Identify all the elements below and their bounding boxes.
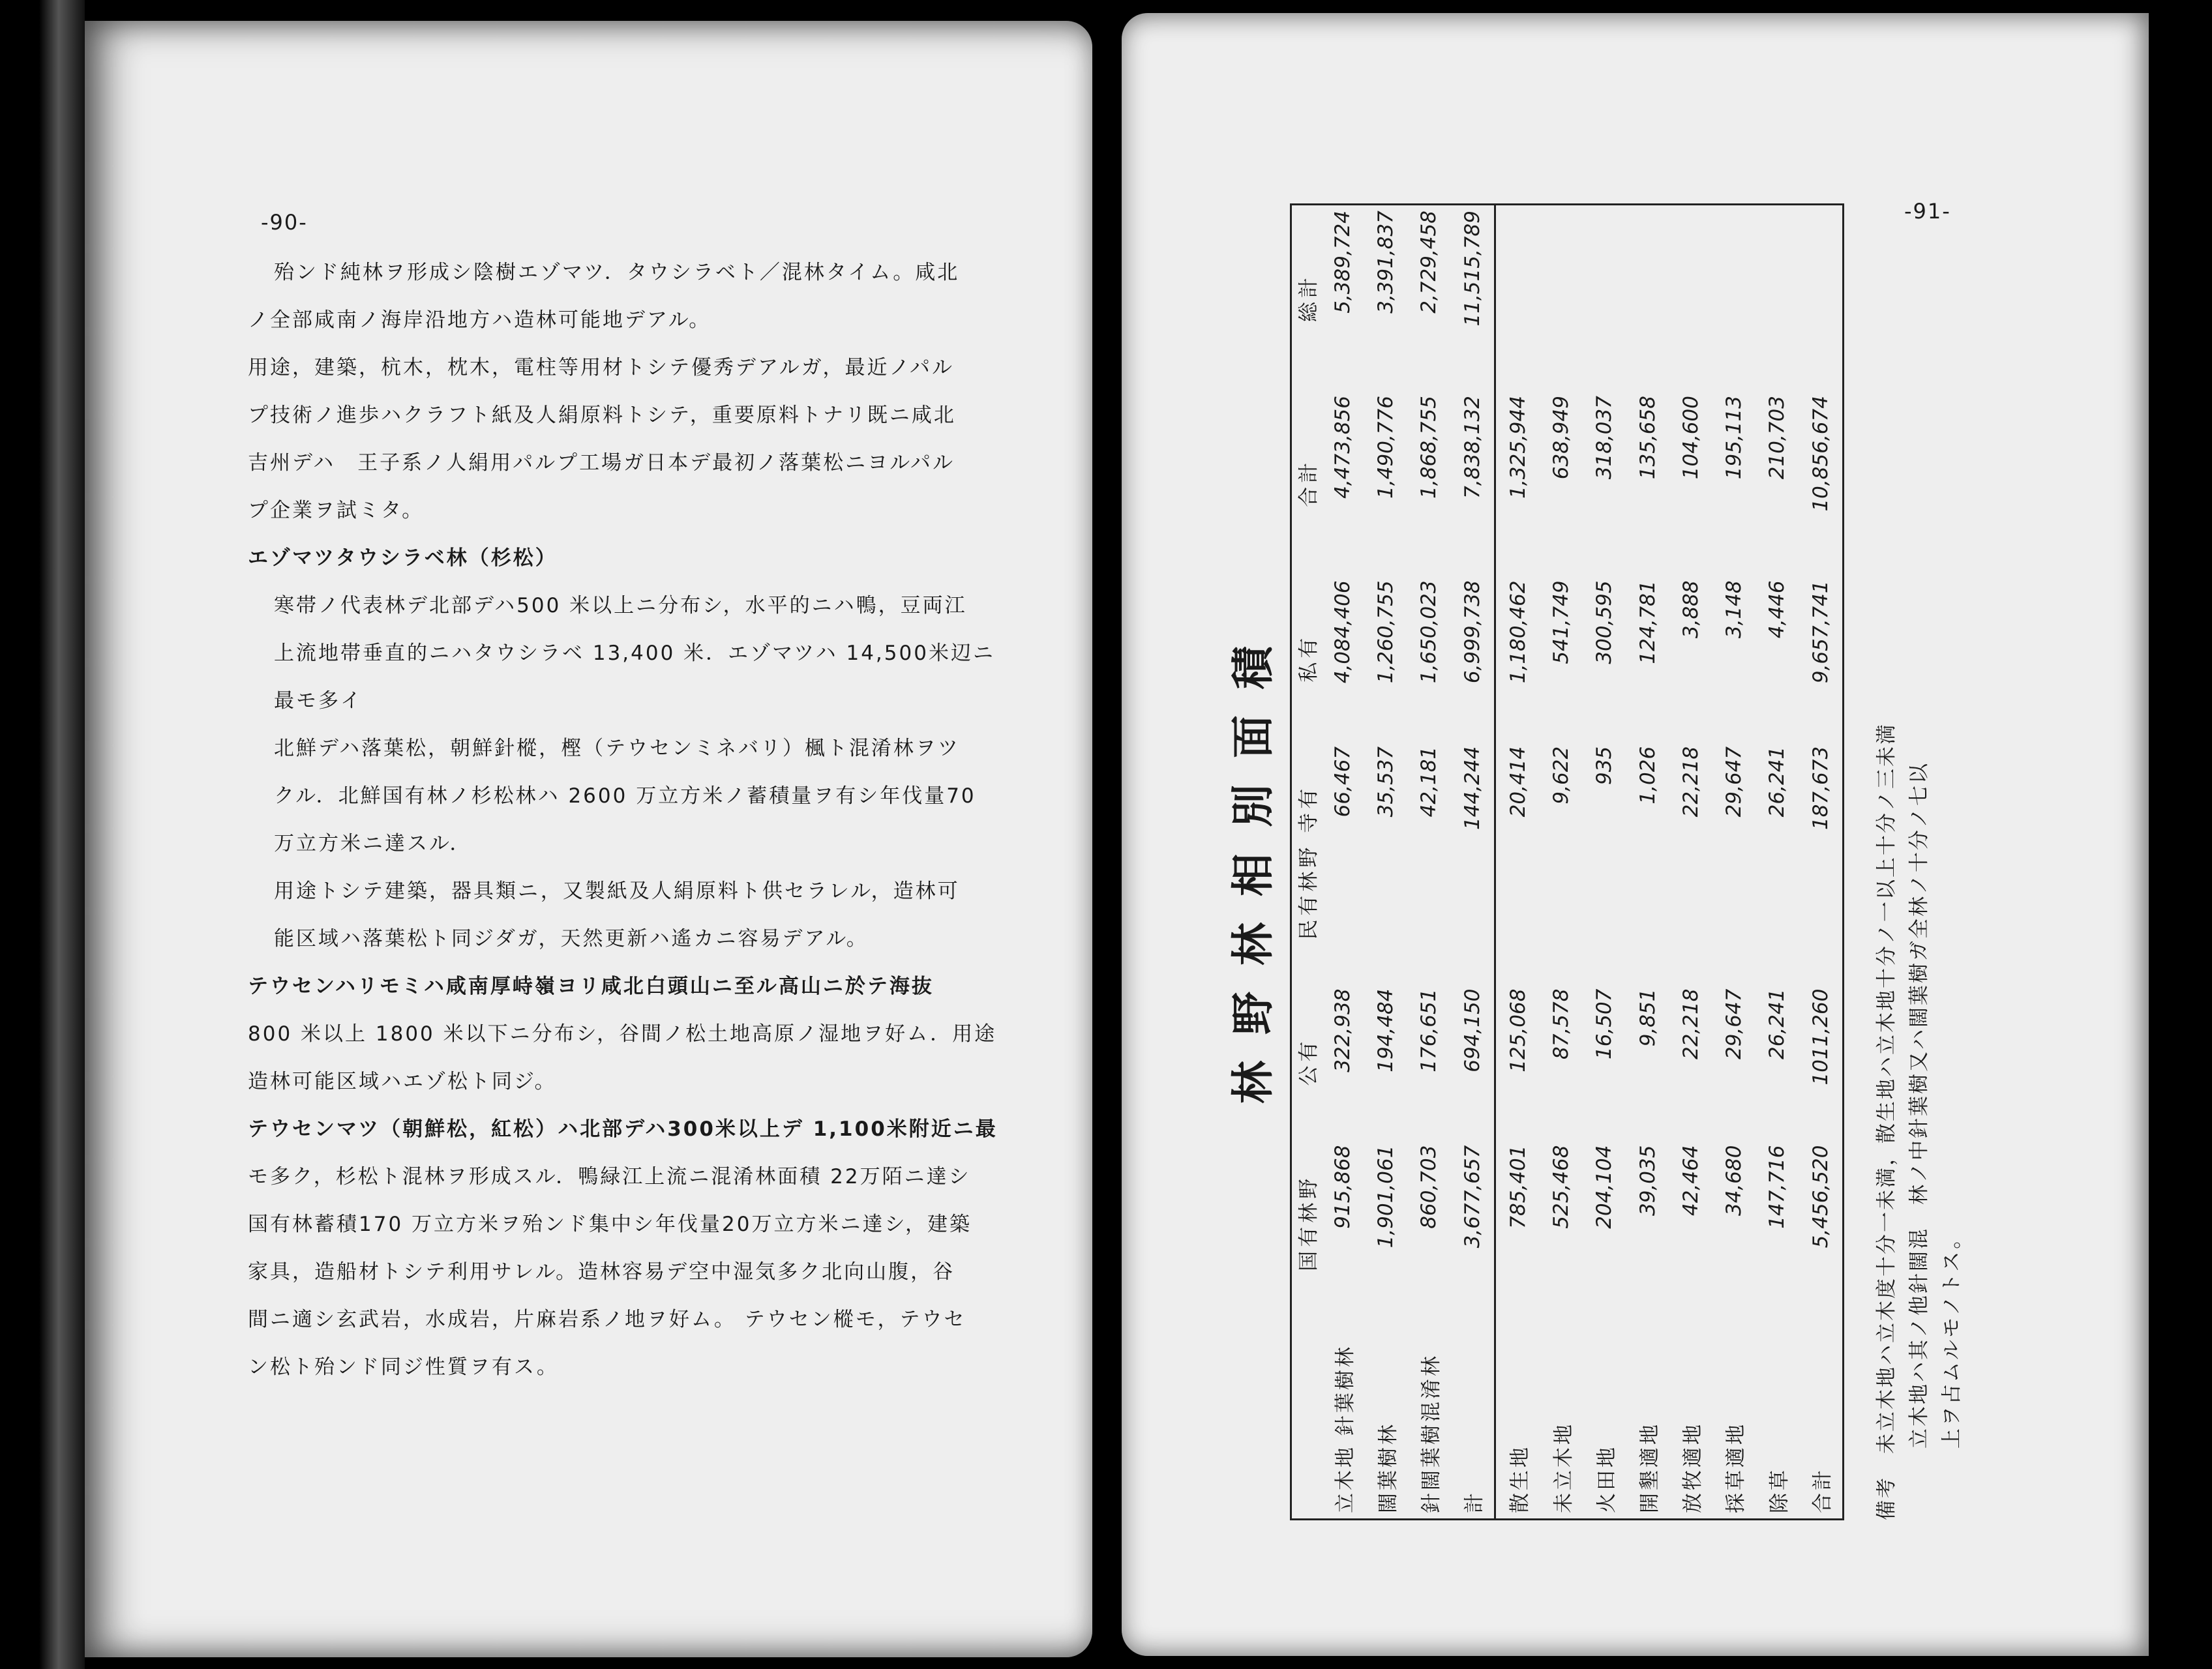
table-cell: 26,241 bbox=[1765, 746, 1789, 818]
table-cell: 3,888 bbox=[1679, 580, 1703, 639]
table-row bbox=[1450, 205, 1495, 1520]
row-label: 闊葉樹林 bbox=[1376, 1422, 1400, 1513]
table-cell: 125,068 bbox=[1495, 984, 1540, 1140]
table-cell bbox=[1583, 205, 1626, 391]
table-cell bbox=[1756, 205, 1799, 391]
table-cell: 210,703 bbox=[1765, 396, 1789, 480]
table-cell: 1,490,776 bbox=[1374, 396, 1398, 499]
table-cell: 104,600 bbox=[1679, 396, 1703, 480]
column-header: 国有林野 bbox=[1297, 1174, 1321, 1271]
table-cell: 915,868 bbox=[1331, 1145, 1355, 1229]
table-cell: 124,781 bbox=[1636, 580, 1660, 664]
table-row bbox=[1712, 205, 1756, 1520]
table-row bbox=[1626, 205, 1669, 1520]
table-cell: 144,244 bbox=[1460, 746, 1484, 831]
row-label: 合計 bbox=[1811, 1468, 1835, 1513]
table-cell: 5,456,520 bbox=[1808, 1145, 1832, 1248]
table-cell: 187,673 bbox=[1808, 746, 1832, 831]
row-label: 計 bbox=[1463, 1490, 1487, 1513]
text-line: プ技術ノ進歩ハクラフト紙及人絹原料トシテ，重要原料トナリ既ニ咸北 bbox=[248, 404, 956, 427]
row-label: 放牧適地 bbox=[1681, 1422, 1705, 1513]
table-row bbox=[1495, 205, 1540, 1520]
table-cell: 3,391,837 bbox=[1374, 211, 1398, 314]
column-header: 公有 bbox=[1297, 1037, 1321, 1086]
table-cell: 39,035 bbox=[1636, 1145, 1660, 1217]
table-cell: 300,595 bbox=[1592, 580, 1617, 664]
table-row bbox=[1364, 205, 1407, 1520]
column-header: 合計 bbox=[1297, 458, 1321, 507]
rotated-table-block bbox=[1218, 203, 1962, 1520]
table-cell: 66,467 bbox=[1331, 746, 1355, 818]
table-cell: 525,468 bbox=[1549, 1145, 1574, 1229]
text-line: エゾマツタウシラベ林（杉松） bbox=[248, 546, 558, 570]
table-cell: 9,622 bbox=[1549, 746, 1574, 805]
table-cell: 147,716 bbox=[1765, 1145, 1789, 1229]
text-line: 上流地帯垂直的ニハタウシラベ 13,400 米．エゾマツハ 14,500米辺ニ bbox=[274, 642, 995, 665]
table-row bbox=[1799, 205, 1843, 1520]
note-line: 上ヲ占ムルモノトス。 bbox=[1940, 1226, 1964, 1449]
table-cell: 1,650,023 bbox=[1417, 580, 1441, 684]
table-row bbox=[1669, 205, 1712, 1520]
table-cell: 1,260,755 bbox=[1374, 580, 1398, 684]
text-line: 間ニ適シ玄武岩，水成岩，片麻岩系ノ地ヲ好ム。 テウセン樅モ，テウセ bbox=[248, 1308, 966, 1331]
text-line: 用途，建築，杭木，枕木，電柱等用材トシテ優秀デアルガ，最近ノパル bbox=[248, 356, 955, 379]
book-spine bbox=[1092, 0, 1122, 1669]
table-cell: 4,084,406 bbox=[1331, 580, 1355, 684]
table-cell: 9,851 bbox=[1636, 988, 1660, 1047]
table-cell: 4,446 bbox=[1765, 580, 1789, 639]
page-number: -91- bbox=[1904, 199, 1951, 224]
table-cell bbox=[1626, 205, 1669, 391]
table-cell: 35,537 bbox=[1374, 746, 1398, 818]
row-label: 未立木地 bbox=[1551, 1422, 1576, 1513]
table-cell: 195,113 bbox=[1722, 396, 1746, 480]
table-cell: 42,464 bbox=[1679, 1145, 1703, 1217]
text-line: ノ全部咸南ノ海岸沿地方ハ造林可能地デアル。 bbox=[248, 308, 711, 332]
text-line: 造林可能区域ハエゾ松ト同ジ。 bbox=[248, 1070, 557, 1093]
text-line: 北鮮デハ落葉松，朝鮮針樅，樫（テウセンミネバリ）楓ト混淆林ヲツ bbox=[274, 737, 960, 760]
text-line: 800 米以上 1800 米以下ニ分布シ，谷間ノ松土地高原ノ湿地ヲ好ム．用途 bbox=[248, 1022, 997, 1046]
table-row bbox=[1407, 205, 1450, 1520]
row-label: 除草 bbox=[1767, 1468, 1791, 1513]
table-cell: 322,938 bbox=[1331, 988, 1355, 1072]
table-row bbox=[1583, 205, 1626, 1520]
text-line: クル．北鮮国有林ノ杉松林ハ 2600 万立方米ノ蓄積量ヲ有シ年伐量70 bbox=[274, 784, 976, 808]
table-cell bbox=[1712, 205, 1756, 391]
table-cell: 1,180,462 bbox=[1495, 575, 1540, 741]
table-cell: 10,856,674 bbox=[1808, 396, 1832, 512]
forest-area-table bbox=[1290, 203, 1844, 1520]
text-line: プ企業ヲ試ミタ。 bbox=[248, 499, 425, 522]
table-cell: 22,218 bbox=[1679, 746, 1703, 818]
table-cell: 176,651 bbox=[1417, 988, 1441, 1072]
text-line: 吉州デハ 王子系ノ人絹用パルプ工場ガ日本デ最初ノ落葉松ニヨルパル bbox=[248, 451, 955, 475]
table-cell: 204,104 bbox=[1592, 1145, 1617, 1229]
row-label: 立木地 針葉樹林 bbox=[1333, 1344, 1357, 1513]
table-cell: 16,507 bbox=[1592, 988, 1617, 1060]
table-cell: 9,657,741 bbox=[1808, 580, 1832, 684]
column-header: 民有林野 寺有 bbox=[1297, 784, 1321, 940]
table-cell: 638,949 bbox=[1549, 396, 1574, 480]
text-line: テウセンハリモミハ咸南厚峙嶺ヨリ咸北白頭山ニ至ル高山ニ於テ海抜 bbox=[248, 975, 934, 998]
table-cell: 1,901,061 bbox=[1374, 1145, 1398, 1248]
row-label: 開墾適地 bbox=[1638, 1422, 1662, 1513]
text-line: モ多ク，杉松ト混林ヲ形成スル．鴨緑江上流ニ混淆林面積 22万陌ニ達シ bbox=[248, 1165, 971, 1189]
table-cell: 4,473,856 bbox=[1331, 396, 1355, 499]
text-line: 家具，造船材トシテ利用サレル。造林容易デ空中湿気多ク北向山腹，谷 bbox=[248, 1260, 955, 1284]
column-header: 私有 bbox=[1297, 634, 1321, 683]
left-page bbox=[85, 21, 1092, 1657]
table-cell: 5,389,724 bbox=[1331, 211, 1355, 314]
table-cell: 42,181 bbox=[1417, 746, 1441, 818]
table-cell bbox=[1799, 205, 1843, 391]
table-cell: 694,150 bbox=[1460, 988, 1484, 1072]
text-line: 能区域ハ落葉松ト同ジダガ，天然更新ハ遙カニ容易デアル。 bbox=[274, 927, 869, 951]
table-cell: 22,218 bbox=[1679, 988, 1703, 1060]
table-header-row bbox=[1291, 205, 1322, 1520]
text-line: 用途トシテ建築，器具類ニ，又製紙及人絹原料ト供セラレル，造林可 bbox=[274, 879, 960, 903]
table-row bbox=[1321, 205, 1364, 1520]
text-line: 国有林蓄積170 万立方米ヲ殆ンド集中シ年伐量20万立方米ニ達シ，建築 bbox=[248, 1213, 972, 1236]
table-cell: 3,148 bbox=[1722, 580, 1746, 639]
table-cell: 29,647 bbox=[1722, 746, 1746, 818]
table-cell: 541,749 bbox=[1549, 580, 1574, 664]
table-cell: 7,838,132 bbox=[1460, 396, 1484, 499]
table-cell: 6,999,738 bbox=[1460, 580, 1484, 684]
column-header: 総計 bbox=[1297, 274, 1321, 323]
table-cell bbox=[1540, 205, 1583, 391]
table-cell: 11,515,789 bbox=[1460, 211, 1484, 327]
table-cell: 1,325,944 bbox=[1495, 391, 1540, 575]
table-cell: 2,729,458 bbox=[1417, 211, 1441, 314]
scan-left-edge bbox=[0, 0, 85, 1669]
table-notes bbox=[1870, 203, 1968, 1520]
table-cell: 860,703 bbox=[1417, 1145, 1441, 1229]
table-title: 林野林相別面積 bbox=[1228, 620, 1278, 1104]
text-line: 万立方米ニ達スル． bbox=[274, 832, 472, 855]
table-cell: 785,401 bbox=[1495, 1140, 1540, 1306]
text-line: ン松ト殆ンド同ジ性質ヲ有ス。 bbox=[248, 1355, 559, 1379]
text-line: 寒帯ノ代表林デ北部デハ500 米以上ニ分布シ，水平的ニハ鴨，豆両江 bbox=[274, 594, 967, 617]
note-line: 備考 未立木地ハ立木度十分一未満，散生地ハ立木地十分ノ一以上十分ノ三未満 bbox=[1875, 722, 1898, 1520]
table-cell: 1,868,755 bbox=[1417, 396, 1441, 499]
body-text bbox=[248, 249, 1069, 1391]
table-row bbox=[1756, 205, 1799, 1520]
table-cell: 194,484 bbox=[1374, 988, 1398, 1072]
column-header bbox=[1291, 1306, 1322, 1520]
table-cell: 87,578 bbox=[1549, 988, 1574, 1060]
table-cell bbox=[1495, 205, 1540, 391]
text-line: 最モ多イ bbox=[274, 689, 363, 713]
table-cell: 20,414 bbox=[1495, 741, 1540, 984]
table-cell: 935 bbox=[1592, 746, 1617, 785]
page-number: -90- bbox=[261, 210, 308, 235]
table-cell bbox=[1669, 205, 1712, 391]
text-line: テウセンマツ（朝鮮松，紅松）ハ北部デハ300米以上デ 1,100米附近ニ最 bbox=[248, 1117, 998, 1141]
table-cell: 1011,260 bbox=[1808, 988, 1832, 1086]
row-label: 火田地 bbox=[1594, 1445, 1619, 1513]
table-cell: 318,037 bbox=[1592, 396, 1617, 480]
table-cell: 135,658 bbox=[1636, 396, 1660, 480]
table-cell: 29,647 bbox=[1722, 988, 1746, 1060]
table-cell: 1,026 bbox=[1636, 746, 1660, 805]
text-line: 殆ンド純林ヲ形成シ陰樹エゾマツ．タウシラベト／混林タイム。咸北 bbox=[274, 261, 960, 284]
table-cell: 26,241 bbox=[1765, 988, 1789, 1060]
row-label: 針闊葉樹混淆林 bbox=[1419, 1353, 1443, 1513]
row-label: 散生地 bbox=[1495, 1306, 1540, 1520]
row-label: 採草適地 bbox=[1724, 1422, 1748, 1513]
table-body bbox=[1321, 205, 1844, 1520]
note-line: 立木地ハ其ノ他針闊混 林ノ中針葉樹又ハ闊葉樹ガ全林ノ十分ノ七以 bbox=[1907, 761, 1931, 1449]
table-cell: 34,680 bbox=[1722, 1145, 1746, 1217]
table-row bbox=[1540, 205, 1583, 1520]
table-cell: 3,677,657 bbox=[1460, 1145, 1484, 1248]
